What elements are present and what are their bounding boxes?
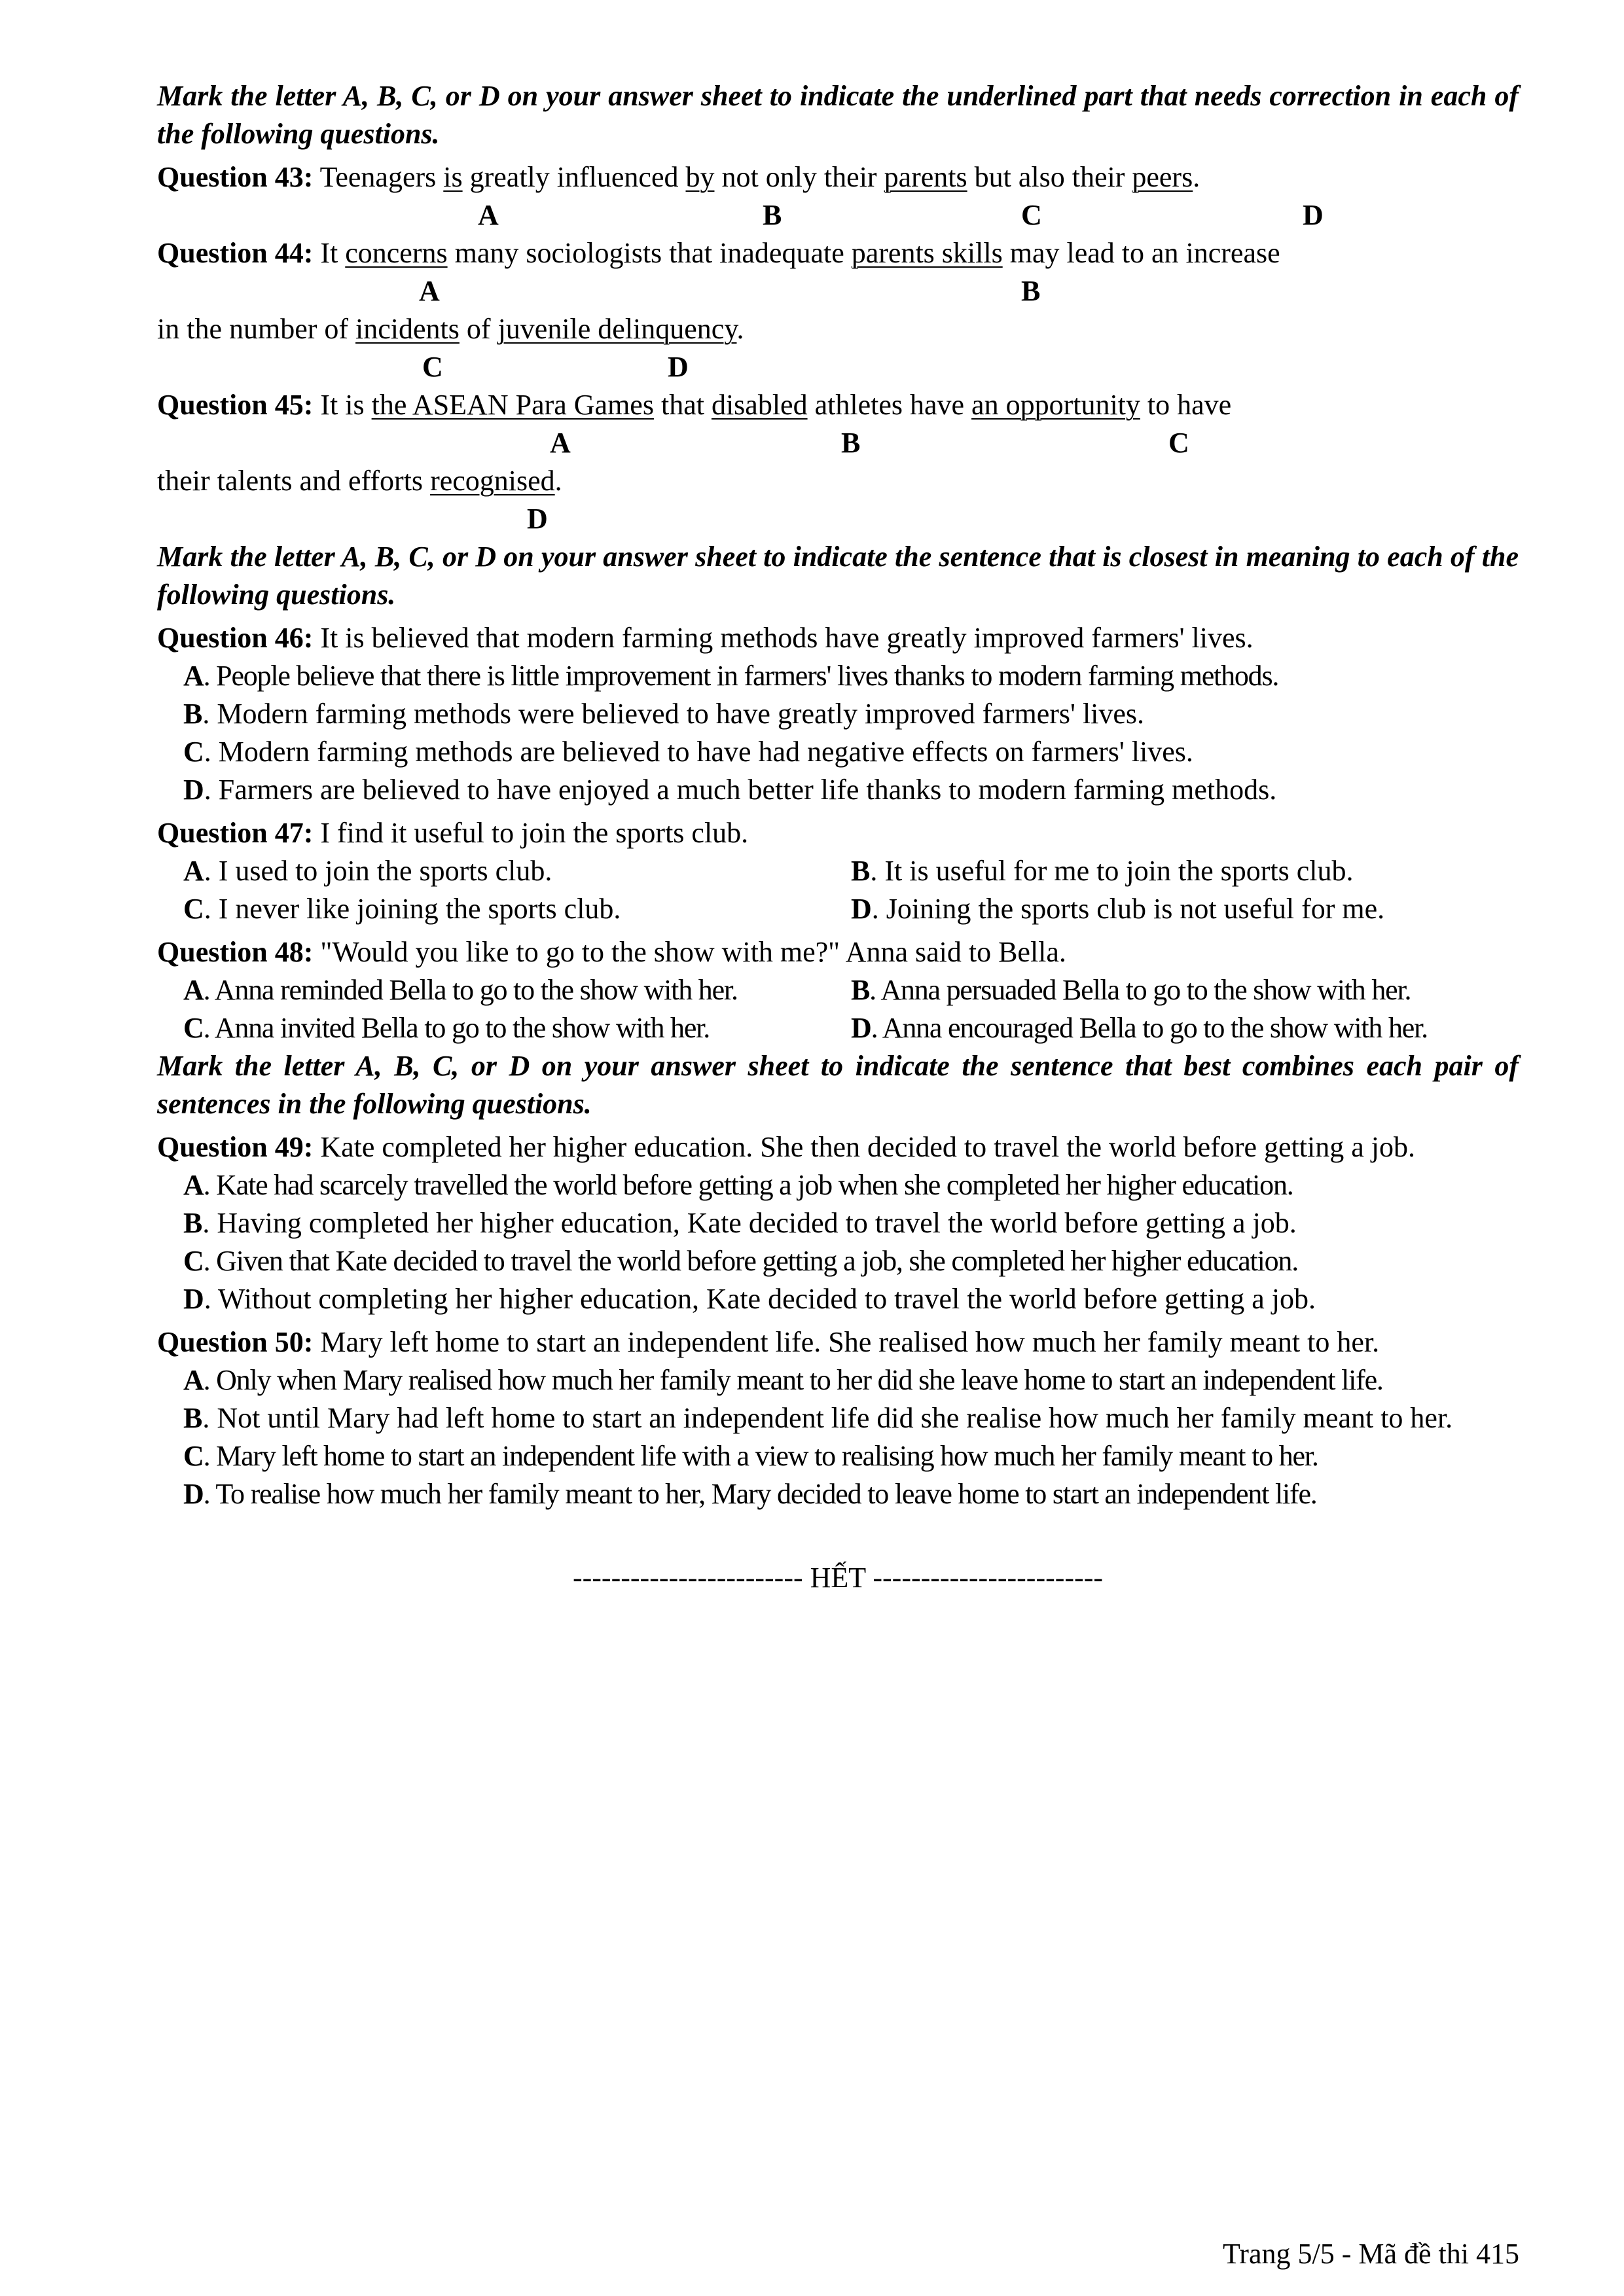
option-c: C. Mary left home to start an independent life with a view to realising how much her family meant to her. — [183, 1440, 1318, 1472]
letter-b: B — [763, 199, 782, 231]
underlined-part-a: concerns — [345, 237, 448, 269]
letter-d: D — [527, 503, 548, 535]
option-c: C. Modern farming methods are believed to have had negative effects on farmers' lives. — [183, 736, 1193, 768]
underlined-part-c: incidents — [355, 313, 460, 345]
question-stem: Mary left home to start an independent life. She realised how much her family meant to her. — [313, 1326, 1380, 1358]
question-label: Question 43: — [157, 161, 314, 193]
end-marker: ------------------------ HẾT ------------------------ — [572, 1562, 1104, 1594]
question-44: Question 44: It concerns many sociologists that inadequate parents skills may lead to an increase — [157, 237, 1280, 269]
question-label: Question 44: — [157, 237, 314, 269]
underlined-part-d: peers — [1132, 161, 1193, 193]
letter-b: B — [1021, 275, 1041, 307]
question-label: Question 48: — [157, 936, 314, 968]
instruction-closest-meaning: Mark the letter A, B, C, or D on your answer sheet to indicate the sentence that is closest in meaning to each of the following questions. — [157, 541, 1519, 611]
answer-letters — [157, 272, 1519, 310]
answer-letters — [157, 500, 1519, 538]
question-49 — [157, 1128, 1519, 1166]
question-stem: It is believed that modern farming methods have greatly improved farmers' lives. — [313, 622, 1254, 654]
underlined-part-b: by — [685, 161, 715, 193]
option-b: B. Not until Mary had left home to start an independent life did she realise how much her family meant to her. — [183, 1402, 1453, 1434]
question-label: Question 47: — [157, 817, 314, 849]
letter-c: C — [422, 351, 443, 383]
question-label: Question 50: — [157, 1326, 314, 1358]
question-47 — [157, 814, 1519, 852]
option-d: D. Without completing her higher education, Kate decided to travel the world before getting a job. — [183, 1283, 1316, 1315]
question-46 — [157, 619, 1519, 657]
question-45-continued: their talents and efforts recognised. — [157, 465, 562, 497]
answer-letters — [157, 196, 1519, 234]
answer-letters — [157, 424, 1519, 462]
option-a: A. Anna reminded Bella to go to the show with her. — [183, 974, 738, 1006]
option-a: A. Only when Mary realised how much her family meant to her did she leave home to start an independent life. — [183, 1364, 1383, 1396]
option-a: A. People believe that there is little improvement in farmers' lives thanks to modern farming methods. — [183, 660, 1279, 692]
question-label: Question 46: — [157, 622, 314, 654]
underlined-part-b: disabled — [711, 389, 808, 421]
question-45: Question 45: It is the ASEAN Para Games that disabled athletes have an opportunity to have — [157, 389, 1232, 421]
underlined-part-a: the ASEAN Para Games — [371, 389, 654, 421]
option-c: C. I never like joining the sports club. — [183, 893, 621, 925]
exam-page — [157, 77, 1519, 1597]
option-b: B. Modern farming methods were believed to have greatly improved farmers' lives. — [183, 698, 1145, 730]
question-stem: "Would you like to go to the show with me?" Anna said to Bella. — [313, 936, 1066, 968]
question-label: Question 49: — [157, 1131, 314, 1163]
underlined-part-b: parents skills — [851, 237, 1003, 269]
question-43: Question 43: Teenagers is greatly influenced by not only their parents but also their peers. — [157, 161, 1200, 193]
question-50 — [157, 1323, 1519, 1361]
question-48 — [157, 933, 1519, 971]
option-b: B. Anna persuaded Bella to go to the show with her. — [851, 974, 1411, 1006]
option-d: D. Farmers are believed to have enjoyed a much better life thanks to modern farming methods. — [183, 774, 1277, 806]
letter-a: A — [419, 275, 440, 307]
page-footer: Trang 5/5 - Mã đề thi 415 — [1222, 2238, 1519, 2270]
question-44-continued: in the number of incidents of juvenile delinquency. — [157, 313, 744, 345]
letter-a: A — [478, 199, 499, 231]
question-label: Question 45: — [157, 389, 314, 421]
option-d: D. Anna encouraged Bella to go to the show with her. — [851, 1012, 1428, 1044]
underlined-part-d: recognised — [430, 465, 555, 497]
option-d: D. Joining the sports club is not useful for me. — [851, 893, 1385, 925]
underlined-part-c: an opportunity — [971, 389, 1140, 421]
letter-d: D — [1303, 199, 1324, 231]
letter-c: C — [1021, 199, 1042, 231]
underlined-part-a: is — [443, 161, 463, 193]
underlined-part-c: parents — [884, 161, 967, 193]
option-c: C. Anna invited Bella to go to the show with her. — [183, 1012, 710, 1044]
instruction-correction: Mark the letter A, B, C, or D on your answer sheet to indicate the underlined part that needs correction in each of the following questions. — [157, 80, 1519, 150]
option-d: D. To realise how much her family meant to her, Mary decided to leave home to start an independent life. — [183, 1478, 1317, 1510]
option-c: C. Given that Kate decided to travel the world before getting a job, she completed her higher education. — [183, 1245, 1299, 1277]
letter-b: B — [841, 427, 861, 459]
question-stem: Kate completed her higher education. She then decided to travel the world before getting a job. — [313, 1131, 1415, 1163]
letter-c: C — [1168, 427, 1189, 459]
answer-letters — [157, 348, 1519, 386]
letter-a: A — [550, 427, 571, 459]
option-a: A. I used to join the sports club. — [183, 855, 552, 887]
question-stem: I find it useful to join the sports club. — [313, 817, 749, 849]
option-a: A. Kate had scarcely travelled the world before getting a job when she completed her higher education. — [183, 1169, 1293, 1201]
option-b: B. Having completed her higher education, Kate decided to travel the world before getting a job. — [183, 1207, 1297, 1239]
option-b: B. It is useful for me to join the sports club. — [851, 855, 1354, 887]
underlined-part-d: juvenile delinquency — [497, 313, 737, 345]
letter-d: D — [668, 351, 689, 383]
instruction-combine: Mark the letter A, B, C, or D on your answer sheet to indicate the sentence that best combines each pair of sentences in the following questions. — [157, 1050, 1519, 1120]
